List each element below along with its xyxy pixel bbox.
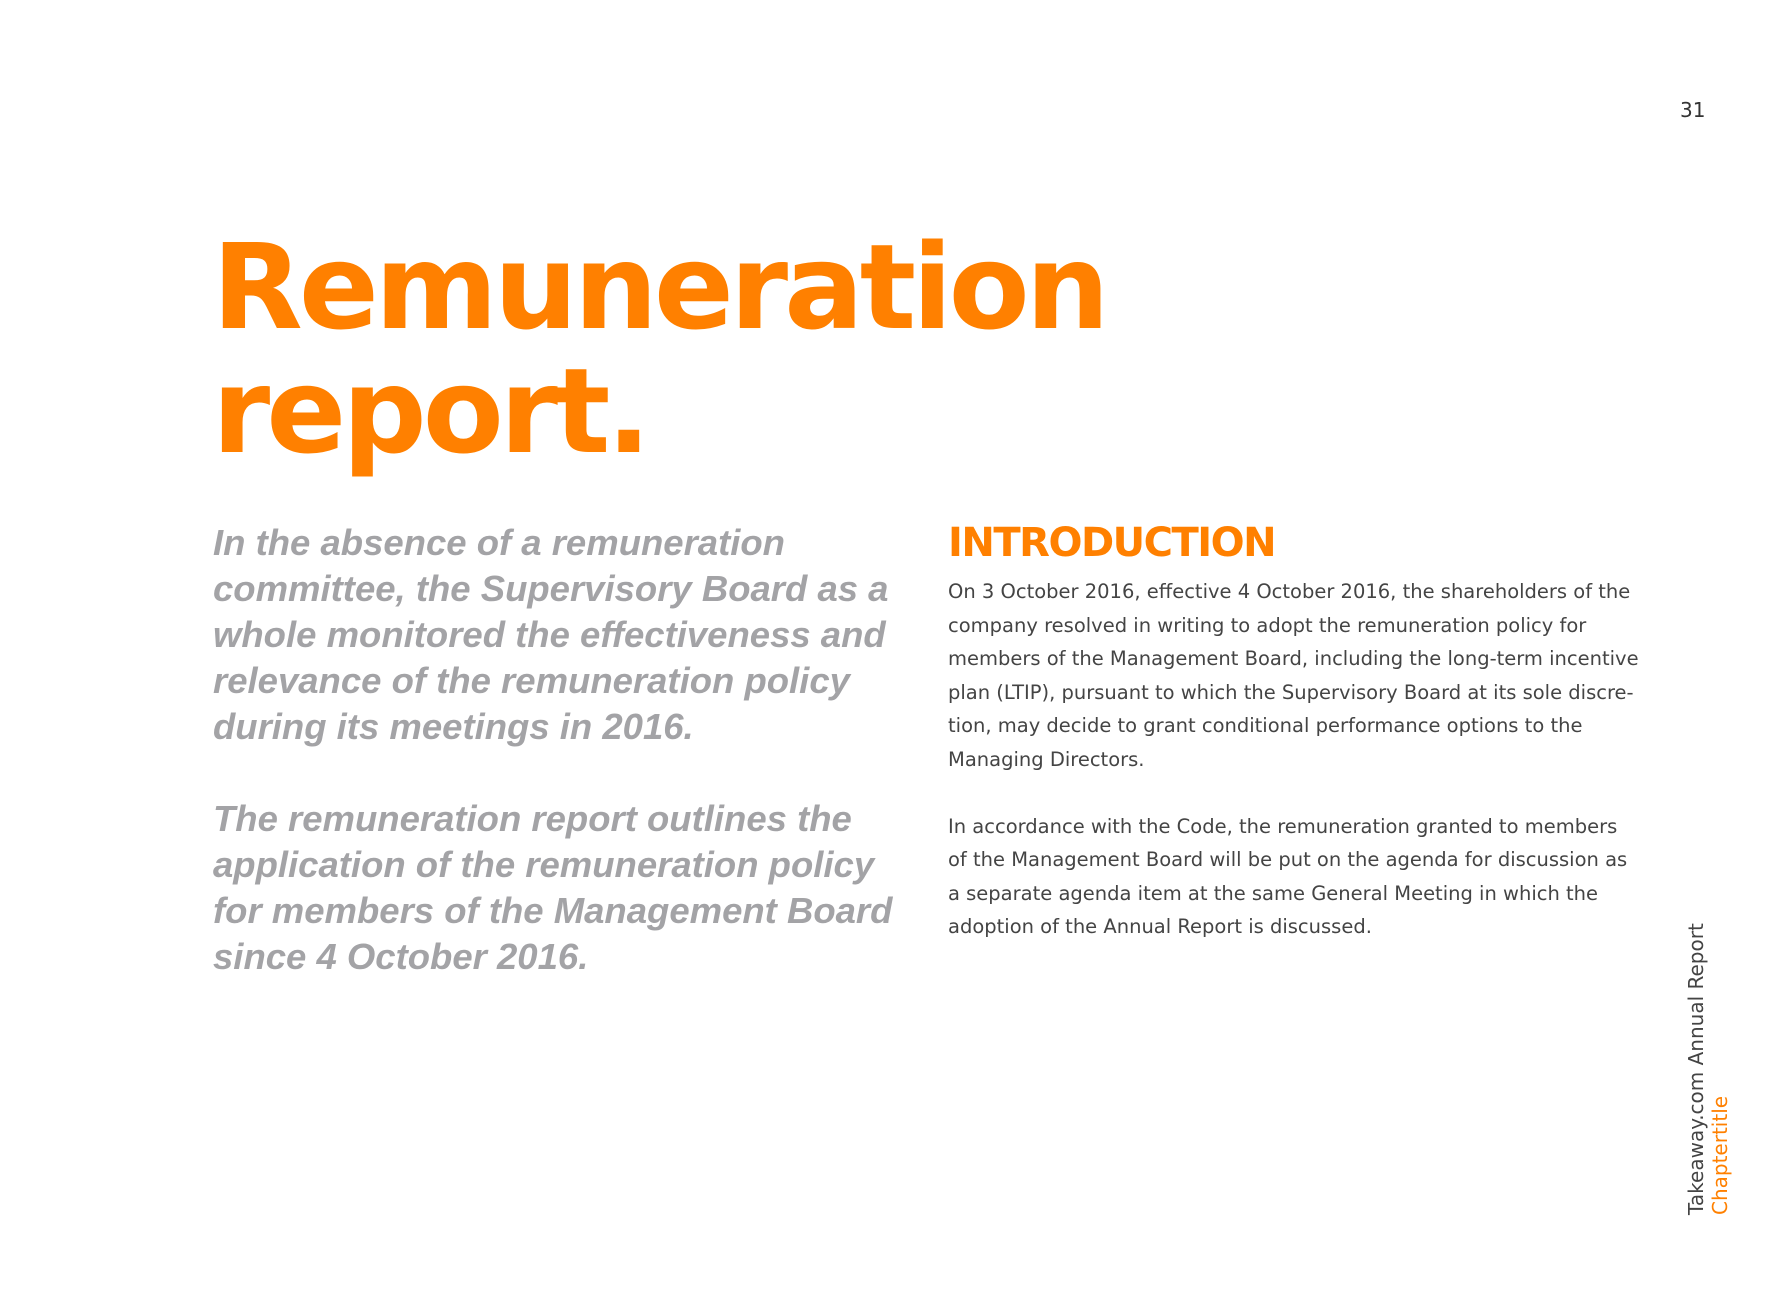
body-line: On 3 October 2016, effective 4 October 2016, the shareholders of the — [948, 580, 1631, 603]
body-line: members of the Management Board, including the long-term incentive — [948, 647, 1639, 670]
body-line: company resolved in writing to adopt the remuneration policy for — [948, 613, 1587, 637]
chapter-title: Chaptertitle — [1708, 1095, 1732, 1215]
lead-line: committee, the Supervisory Board as a — [213, 568, 889, 609]
introduction-body — [948, 575, 1648, 944]
introduction-heading: INTRODUCTION — [948, 520, 1276, 566]
lead-line: whole monitored the effectiveness and — [213, 614, 886, 655]
lead-paragraph — [213, 520, 913, 750]
body-line: In accordance with the Code, the remuneration granted to members — [948, 814, 1618, 838]
report-name: Takeaway.com Annual Report — [1684, 923, 1708, 1215]
lead-line: The remuneration report outlines the — [213, 798, 852, 839]
lead-line: relevance of the remuneration policy — [213, 660, 850, 701]
lead-line: for members of the Management Board — [213, 890, 893, 931]
lead-text — [213, 520, 913, 1026]
body-line: tion, may decide to grant conditional performance options to the — [948, 714, 1583, 737]
body-line: a separate agenda item at the same General Meeting in which the — [948, 881, 1599, 905]
body-line: plan (LTIP), pursuant to which the Supervisory Board at its sole discre- — [948, 680, 1634, 704]
lead-line: In the absence of a remuneration — [213, 522, 785, 563]
body-line: Managing Directors. — [948, 747, 1145, 771]
lead-line: application of the remuneration policy — [213, 844, 875, 885]
body-line: adoption of the Annual Report is discussed. — [948, 915, 1372, 938]
page-title-line: Remuneration — [212, 218, 1106, 356]
side-label — [1684, 923, 1732, 1215]
body-line: of the Management Board will be put on the agenda for discussion as — [948, 848, 1628, 871]
introduction-paragraph — [948, 575, 1648, 776]
page-title-line: report. — [212, 342, 648, 480]
page-title — [212, 218, 1106, 480]
introduction-paragraph — [948, 810, 1648, 944]
lead-paragraph — [213, 796, 913, 980]
page-number: 31 — [1680, 98, 1706, 122]
lead-line: during its meetings in 2016. — [213, 706, 694, 747]
introduction-section — [948, 518, 1648, 977]
lead-line: since 4 October 2016. — [213, 936, 589, 977]
